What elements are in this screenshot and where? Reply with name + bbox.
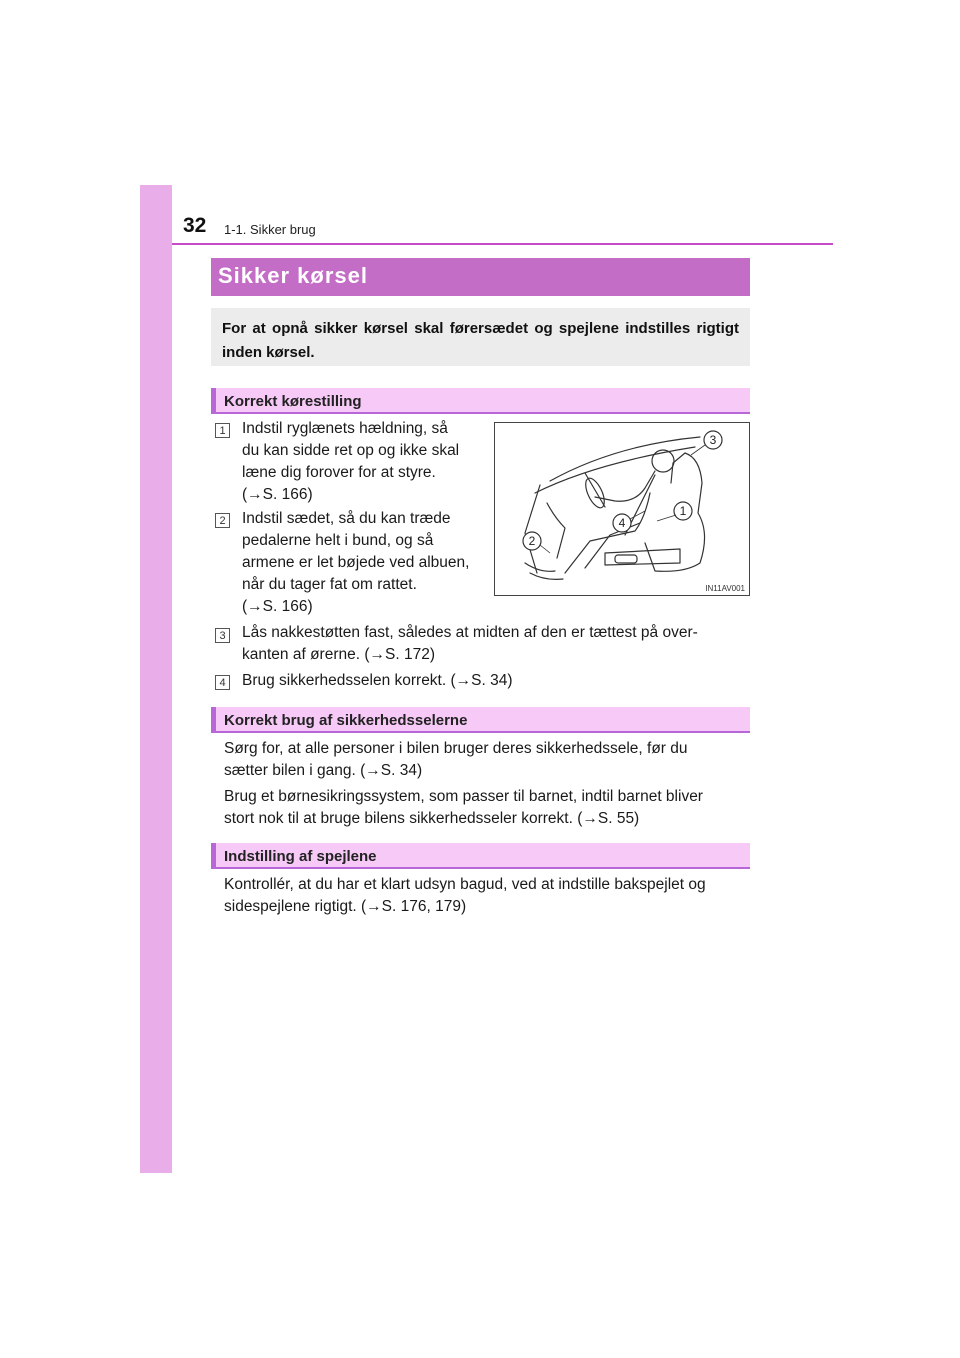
callout-2: 2: [528, 534, 536, 548]
driving-position-figure: [494, 422, 750, 596]
seatbelt-paragraph-1: Sørg for, at alle personer i bilen bruger deres sikkerhedssele, før du sætter bilen i gang. (→S. 34): [224, 740, 688, 779]
page-title: Sikker kørsel: [211, 258, 750, 296]
page-number: 32: [183, 214, 207, 237]
item-number-2: 2: [215, 513, 230, 528]
section-heading-mirrors: Indstilling af spejlene: [211, 843, 750, 869]
callout-3: 3: [709, 433, 717, 447]
mirrors-paragraph: Kontrollér, at du har et klart udsyn bagud, ved at indstille bakspejlet og sidespejlene rigtigt. (→S. 176, 179): [224, 876, 706, 915]
section-heading-seatbelts: Korrekt brug af sikkerhedsselerne: [211, 707, 750, 733]
item-number-3: 3: [215, 628, 230, 643]
item-2-text: Indstil sædet, så du kan træde pedalerne helt i bund, og så armene er let bøjede ved albuen, når du tager fat om rattet. (→S. 166): [242, 510, 470, 615]
figure-code: IN11AV001: [705, 584, 745, 593]
chapter-title: 1-1. Sikker brug: [224, 222, 316, 237]
callout-4: 4: [618, 516, 626, 530]
driver-seat-illustration: [495, 423, 749, 595]
item-number-1: 1: [215, 423, 230, 438]
chapter-side-tab: [140, 185, 172, 1173]
item-1-text: Indstil ryglænets hældning, så du kan sidde ret op og ikke skal læne dig forover for at styre. (→S. 166): [242, 420, 460, 503]
item-4-text: Brug sikkerhedsselen korrekt. (→S. 34): [242, 672, 513, 689]
header-rule: [172, 243, 833, 245]
item-number-4: 4: [215, 675, 230, 690]
section-heading-driving-position: Korrekt kørestilling: [211, 388, 750, 414]
item-3-text: Lås nakkestøtten fast, således at midten af den er tættest på over- kanten af ørerne. (→S. 172): [242, 624, 698, 663]
callout-1: 1: [679, 504, 687, 518]
intro-box: For at opnå sikker kørsel skal førersædet og spejlene indstilles rigtigt inden kørsel.: [211, 308, 750, 366]
seatbelt-paragraph-2: Brug et børnesikringssystem, som passer til barnet, indtil barnet bliver stort nok til at bruge bilens sikkerhedsseler korrekt. (→S. 55): [224, 788, 703, 827]
